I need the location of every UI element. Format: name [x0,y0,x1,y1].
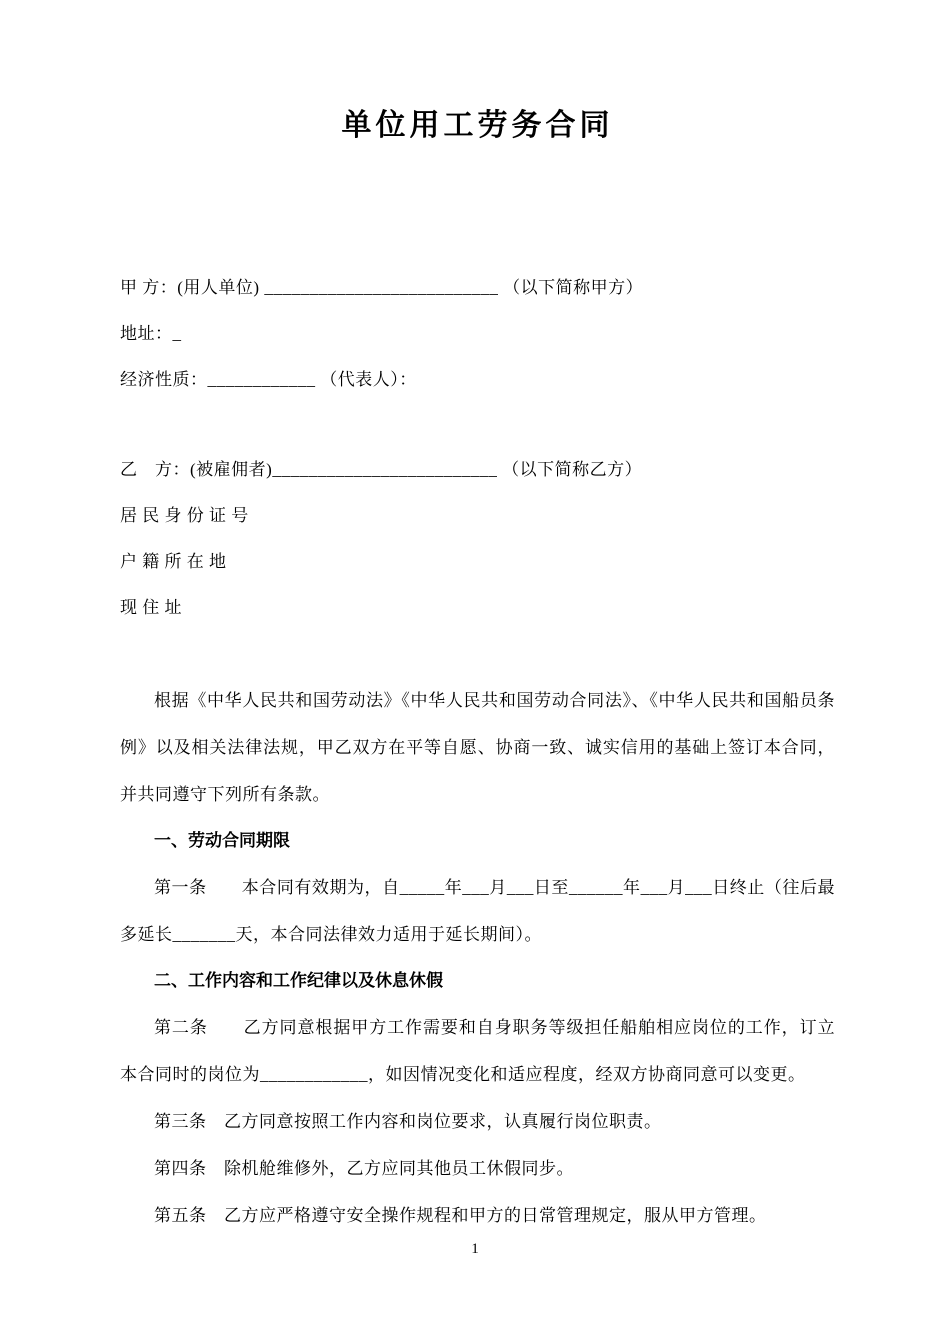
article-3: 第三条 乙方同意按照工作内容和岗位要求，认真履行岗位职责。 [154,1112,662,1131]
party-a-address-line: 地址：_ [120,324,182,343]
party-a-block [120,265,835,403]
contract-preamble: 根据《中华人民共和国劳动法》《中华人民共和国劳动合同法》、《中华人民共和国船员条例》以及相关法律法规，甲乙双方在平等自愿、协商一致、诚实信用的基础上签订本合同，并共同遵守下列所有条款。 [120,691,835,804]
preamble-spacer [120,631,835,677]
party-b-name-line: 乙 方：(被雇佣者)_________________________ （以下简称乙方） [120,460,643,479]
party-b-household-line: 户 籍 所 在 地 [120,552,227,571]
article-5: 第五条 乙方应严格遵守安全操作规程和甲方的日常管理规定，服从甲方管理。 [154,1206,767,1225]
party-b-current-address-line: 现 住 址 [120,598,182,617]
party-b-block [120,447,835,631]
document-title: 单位用工劳务合同 [341,109,614,142]
page-footer [0,1240,950,1258]
article-4: 第四条 除机舱维修外，乙方应同其他员工休假同步。 [154,1159,574,1178]
party-a-name-line: 甲 方：(用人单位) __________________________ （以下简称甲方） [120,278,644,297]
party-b-id-number-line: 居 民 身 份 证 号 [120,506,249,525]
party-spacer [120,403,835,447]
section-2 [120,958,835,1239]
section-2-heading: 二、工作内容和工作纪律以及休息休假 [154,971,443,990]
party-a-economic-nature-line: 经济性质：____________ （代表人）： [120,370,417,389]
section-1-heading: 一、劳动合同期限 [154,831,290,850]
page-number: 1 [471,1241,479,1257]
title-spacer [120,147,835,265]
article-2: 第二条 乙方同意根据甲方工作需要和自身职务等级担任船舶相应岗位的工作，订立本合同时的岗位为____________，如因情况变化和适应程度，经双方协商同意可以变更。 [120,1018,835,1084]
article-1: 第一条 本合同有效期为，自_____年___月___日至______年___月___日终止（往后最多延长_______天，本合同法律效力适用于延长期间）。 [120,878,835,944]
section-1 [120,818,835,958]
